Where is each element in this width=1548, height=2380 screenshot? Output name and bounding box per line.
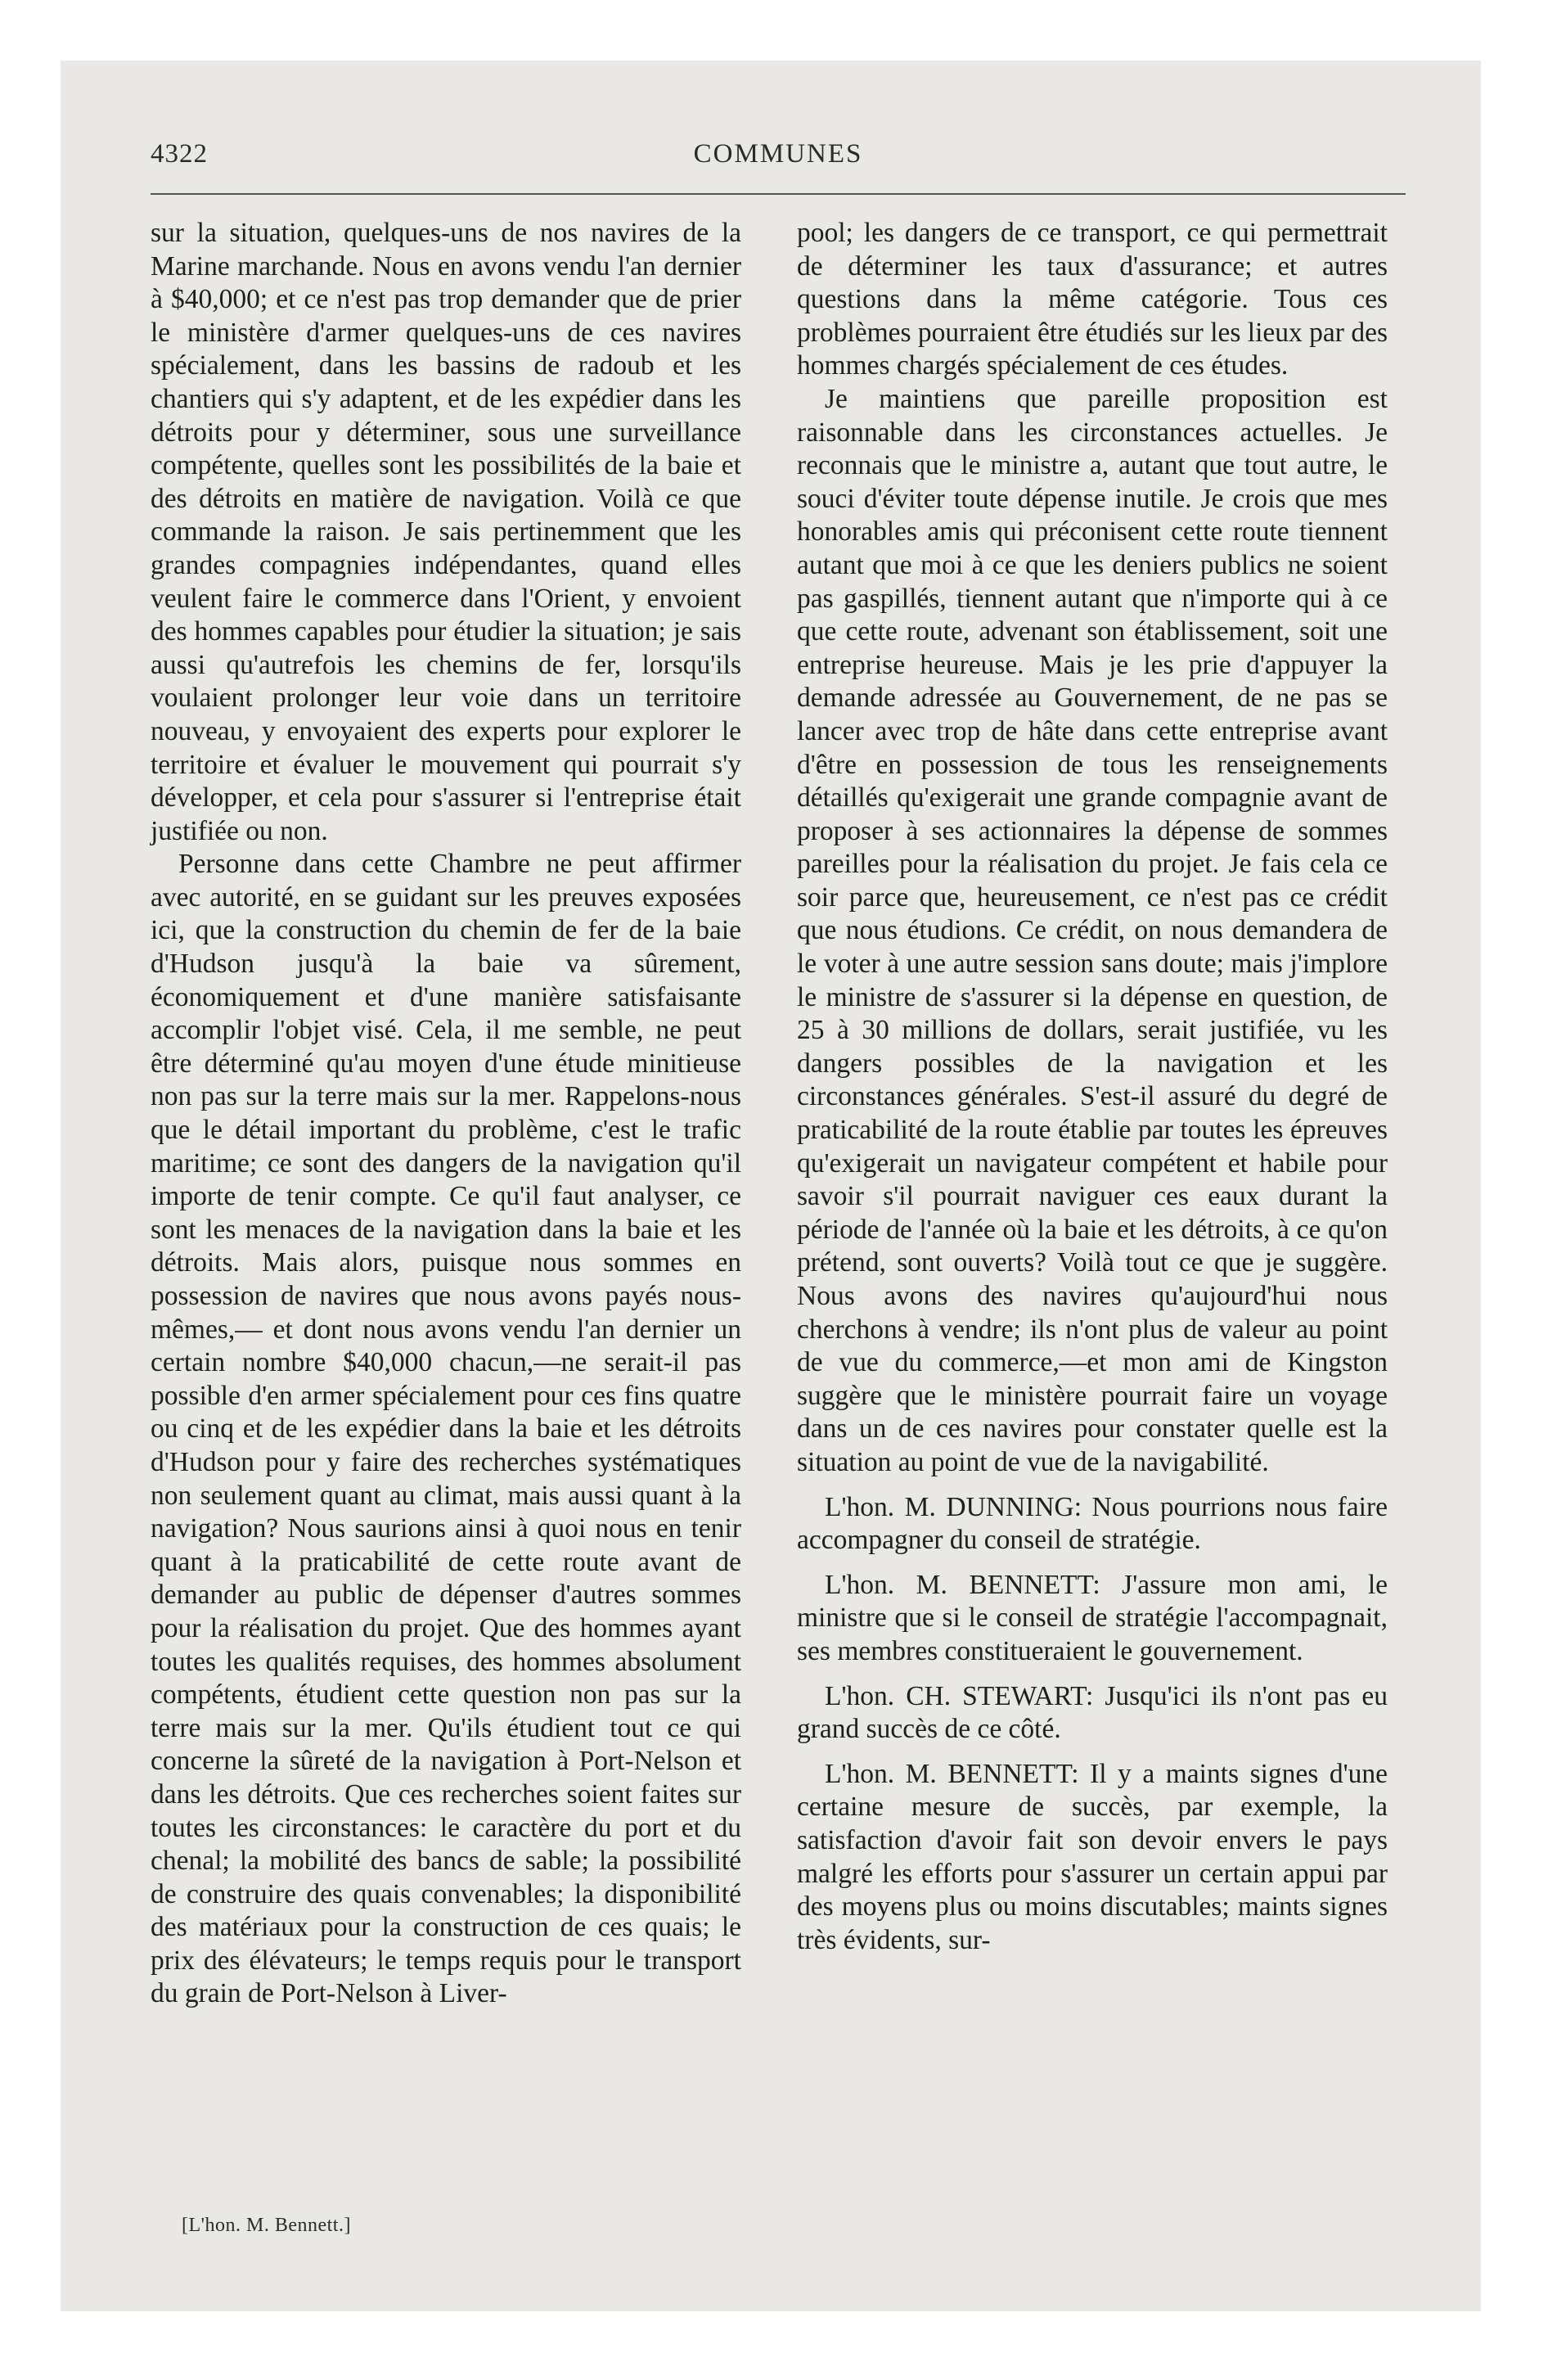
speech-bennett: L'hon. M. BENNETT: Il y a maints signes d'une certaine mesure de succès, par exemple, la satisfaction d'avoir fait son devoir envers le pays malgré les efforts pour s'assurer un certain appui par des moyens plus ou moins discutables; maints signes très évidents, sur- [797,1758,1388,1955]
right-column [797,217,1388,1957]
paragraph: Personne dans cette Chambre ne peut affirmer avec autorité, en se guidant sur les preuves exposées ici, que la construction du chemin de fer de la baie d'Hudson jusqu'à la baie va sûrement, économiquement et d'une manière satisfaisante accomplir l'objet visé. Cela, il me semble, ne peut être déterminé qu'au moyen d'une étude minitieuse non pas sur la terre mais sur la mer. Rappelons-nous que le détail important du problème, c'est le trafic maritime; ce sont des dangers de la navigation qu'il importe de tenir compte. Ce qu'il faut analyser, ce sont les menaces de la navigation dans la baie et les détroits. Mais alors, puisque nous sommes en possession de navires que nous avons payés nous-mêmes,— et dont nous avons vendu l'an dernier un certain nombre $40,000 chacun,—ne serait-il pas possible d'en armer spécialement pour ces fins quatre ou cinq et de les expédier dans la baie et les détroits d'Hudson pour y faire des recherches systématiques non seulement quant au climat, mais aussi quant à la navigation? Nous saurions ainsi à quoi nous en tenir quant à la praticabilité de cette route avant de demander au public de dépenser d'autres sommes pour la réalisation du projet. Que des hommes ayant toutes les qualités requises, des hommes absolument compétents, étudient cette question non pas sur la terre mais sur la mer. Qu'ils étudient tout ce qui concerne la sûreté de la navigation à Port-Nelson et dans les détroits. Que ces recherches soient faites sur toutes les circonstances: le caractère du port et du chenal; la mobilité des bancs de sable; la possibilité de construire des quais convenables; la disponibilité des matériaux pour la construction de ces quais; le prix des élévateurs; le temps requis pour le transport du grain de Port-Nelson à Liver- [151,849,741,2009]
paragraph: sur la situation, quelques-uns de nos navires de la Marine marchande. Nous en avons vendu l'an dernier à $40,000; et ce n'est pas trop demander que de prier le ministère d'armer quelques-uns de ces navires spécialement, dans les bassins de radoub et les chantiers qui s'y adaptent, et de les expédier dans les détroits pour y déterminer, sous une surveillance compétente, quelles sont les possibilités de la baie et des détroits en matière de navigation. Voilà ce que commande la raison. Je sais pertinemment que les grandes compagnies indépendantes, quand elles veulent faire le commerce dans l'Orient, y envoient des hommes capables pour étudier la situation; je sais aussi qu'autrefois les chemins de fer, lorsqu'ils voulaient prolonger leur voie dans un territoire nouveau, y envoyaient des experts pour explorer le territoire et évaluer le mouvement qui pourrait s'y développer, et cela pour s'assurer si l'entreprise était justifiée ou non. [151,218,741,846]
left-column [151,217,741,2011]
page-number: 4322 [151,139,208,169]
speech-bennett: L'hon. M. BENNETT: J'assure mon ami, le ministre que si le conseil de stratégie l'accompagnait, ses membres constitueraient le gouvernement. [797,1569,1388,1666]
paragraph: Je maintiens que pareille proposition est raisonnable dans les circonstances actuelles. Je reconnais que le ministre a, autant que tout autre, le souci d'éviter toute dépense inutile. Je crois que mes honorables amis qui préconisent cette route tiennent autant que moi à ce que les deniers publics ne soient pas gaspillés, tiennent autant que n'importe qui à ce que cette route, advenant son établissement, soit une entreprise heureuse. Mais je les prie d'appuyer la demande adressée au Gouvernement, de ne pas se lancer avec trop de hâte dans cette entreprise avant d'être en possession de tous les renseignements détaillés qu'exigerait une grande compagnie avant de proposer à ses actionnaires la dépense de sommes pareilles pour la réalisation du projet. Je fais cela ce soir parce que, heureusement, ce n'est pas ce crédit que nous étudions. Ce crédit, on nous demandera de le voter à une autre session sans doute; mais j'implore le ministre de s'assurer si la dépense en question, de 25 à 30 millions de dollars, serait justifiée, vu les dangers possibles de la navigation et les circonstances générales. S'est-il assuré du degré de praticabilité de la route établie par toutes les épreuves qu'exigerait un navigateur compétent et habile pour savoir s'il pourrait naviguer ces eaux durant la période de l'année où la baie et les détroits, à ce qu'on prétend, sont ouverts? Voilà tout ce que je suggère. Nous avons des navires qu'aujourd'hui nous cherchons à vendre; ils n'ont plus de valeur au point de vue du commerce,—et mon ami de Kingston suggère que le ministère pourrait faire un voyage dans un de ces navires pour constater quelle est la situation au point de vue de la navigabilité. [797,383,1388,1477]
speaker-footer: [L'hon. M. Bennett.] [182,2215,351,2236]
running-head: COMMUNES [693,139,863,169]
speech-dunning: L'hon. M. DUNNING: Nous pourrions nous faire accompagner du conseil de stratégie. [797,1491,1388,1556]
page-header [151,139,1406,180]
header-rule [151,193,1406,195]
speech-stewart: L'hon. CH. STEWART: Jusqu'ici ils n'ont pas eu grand succès de ce côté. [797,1680,1388,1745]
paragraph: pool; les dangers de ce transport, ce qui permettrait de déterminer les taux d'assurance; et autres questions dans la même catégorie. Tous ces problèmes pourraient être étudiés sur les lieux par des hommes chargés spécialement de ces études. [797,218,1388,381]
